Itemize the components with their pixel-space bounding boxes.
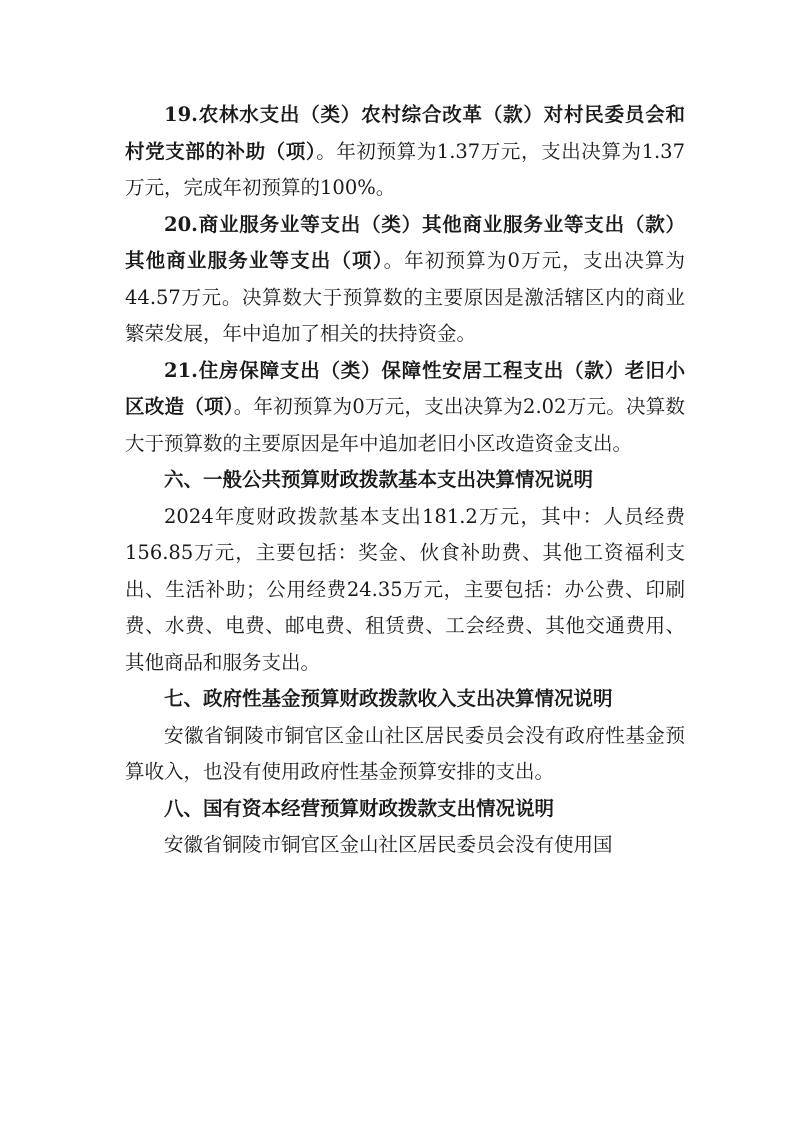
- section-8-heading: 八、国有资本经营预算财政拨款支出情况说明: [164, 796, 555, 820]
- item-19-text: 。年初预算为1.37万元，支出决算为1.37万元，完成年初预算的100%。: [125, 139, 685, 199]
- section-7-body: 安徽省铜陵市铜官区金山社区居民委员会没有政府性基金预算收入，也没有使用政府性基金预算安排的支出。: [125, 723, 685, 783]
- document-content: [125, 97, 685, 864]
- item-21-title: 21.住房保障支出（类）保障性安居工程支出（款）老旧小区改造（项）: [125, 358, 685, 418]
- item-19-title: 19.农林水支出（类）农村综合改革（款）对村民委员会和村党支部的补助（项）: [125, 103, 685, 163]
- item-20-title: 20.商业服务业等支出（类）其他商业服务业等支出（款）其他商业服务业等支出（项）: [125, 212, 685, 272]
- section-6-heading: 六、一般公共预算财政拨款基本支出决算情况说明: [164, 468, 594, 491]
- section-6-body: 2024年度财政拨款基本支出181.2万元，其中：人员经费156.85万元，主要包括：奖金、伙食补助费、其他工资福利支出、生活补助；公用经费24.35万元，主要包括：办公费、印刷费、水费、电费、邮电费、租赁费、工会经费、其他交通费用、其他商品和服务支出。: [125, 504, 685, 674]
- item-20-paragraph: [125, 207, 685, 353]
- item-21-paragraph: [125, 353, 685, 463]
- item-19-paragraph: [125, 97, 685, 207]
- section-8-body: 安徽省铜陵市铜官区金山社区居民委员会没有使用国: [164, 833, 613, 856]
- item-20-text: 。年初预算为0万元，支出决算为44.57万元。决算数大于预算数的主要原因是激活辖区内的商业繁荣发展，年中追加了相关的扶持资金。: [125, 249, 685, 345]
- section-7-heading: 七、政府性基金预算财政拨款收入支出决算情况说明: [164, 687, 613, 710]
- item-21-text: 。年初预算为0万元，支出决算为2.02万元。决算数大于预算数的主要原因是年中追加老旧小区改造资金支出。: [125, 395, 685, 455]
